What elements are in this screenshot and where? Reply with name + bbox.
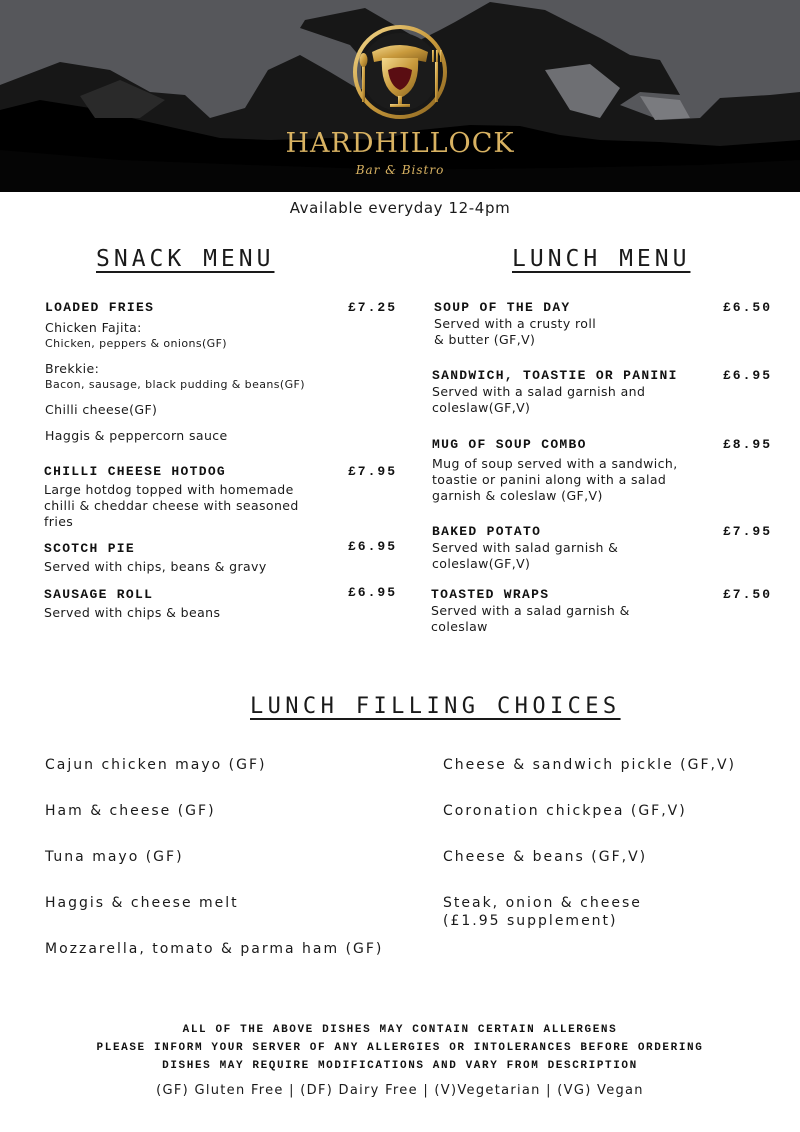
item-name: SANDWICH, TOASTIE OR PANINI xyxy=(432,368,678,383)
item-price: £6.95 xyxy=(347,585,397,600)
menu-item-sandwich-toastie-panini xyxy=(432,368,772,416)
option-label: Chicken Fajita: xyxy=(45,320,142,335)
filling-item-supplement: (£1.95 supplement) xyxy=(443,913,618,929)
item-name: BAKED POTATO xyxy=(432,524,542,539)
filling-item: Cheese & sandwich pickle (GF,V) xyxy=(443,757,736,773)
item-price: £7.95 xyxy=(347,464,397,479)
fillings-title: LUNCH FILLING CHOICES xyxy=(250,694,621,719)
filling-item: Tuna mayo (GF) xyxy=(45,849,184,865)
item-name: MUG OF SOUP COMBO xyxy=(432,437,587,452)
menu-item-chilli-cheese-hotdog xyxy=(44,464,397,530)
item-desc-line: Served with salad garnish & xyxy=(432,540,619,555)
item-desc: Served with chips & beans xyxy=(44,605,221,620)
item-name: SCOTCH PIE xyxy=(44,541,136,556)
option-brekkie xyxy=(45,361,397,393)
menu-item-toasted-wraps xyxy=(431,587,772,635)
filling-item: Mozzarella, tomato & parma ham (GF) xyxy=(45,941,384,957)
item-desc-line: Mug of soup served with a sandwich, xyxy=(432,456,678,471)
item-price: £7.95 xyxy=(722,524,772,539)
option-desc: Chicken, peppers & onions(GF) xyxy=(45,337,227,350)
filling-item: Steak, onion & cheese xyxy=(443,895,642,911)
filling-item: Cheese & beans (GF,V) xyxy=(443,849,648,865)
menu-item-sausage-roll xyxy=(44,587,397,621)
availability-text: Available everyday 12-4pm xyxy=(289,199,511,217)
item-desc-line: coleslaw(GF,V) xyxy=(432,556,531,571)
item-desc-line: coleslaw(GF,V) xyxy=(432,400,531,415)
item-desc-line: toastie or panini along with a salad xyxy=(432,472,667,487)
option-chilli-cheese: Chilli cheese(GF) xyxy=(45,402,158,417)
item-price: £8.95 xyxy=(722,437,772,452)
filling-item: Coronation chickpea (GF,V) xyxy=(443,803,687,819)
item-desc-line: Served with a salad garnish & xyxy=(431,603,630,618)
menu-item-soup-of-the-day xyxy=(434,300,772,348)
item-price: £6.95 xyxy=(347,539,397,554)
item-price: £7.25 xyxy=(347,300,397,315)
filling-item: Ham & cheese (GF) xyxy=(45,803,216,819)
item-desc: Served with chips, beans & gravy xyxy=(44,559,267,574)
header-banner xyxy=(0,0,800,192)
item-desc-line: Served with a crusty roll xyxy=(434,316,597,331)
item-price: £6.95 xyxy=(722,368,772,383)
filling-item: Cajun chicken mayo (GF) xyxy=(45,757,267,773)
item-desc-line: Served with a salad garnish and xyxy=(432,384,646,399)
menu-item-scotch-pie xyxy=(44,541,397,575)
item-name: TOASTED WRAPS xyxy=(431,587,550,602)
item-name: LOADED FRIES xyxy=(45,300,155,315)
filling-item: Haggis & cheese melt xyxy=(45,895,239,911)
logo-emblem xyxy=(355,27,445,117)
item-name: SOUP OF THE DAY xyxy=(434,300,571,315)
option-label: Brekkie: xyxy=(45,361,100,376)
menu-item-baked-potato xyxy=(432,524,772,572)
item-name: SAUSAGE ROLL xyxy=(44,587,154,602)
allergen-notice-line: ALL OF THE ABOVE DISHES MAY CONTAIN CERTAIN ALLERGENS xyxy=(182,1024,618,1036)
item-desc-line: garnish & coleslaw (GF,V) xyxy=(432,488,603,503)
option-chicken-fajita xyxy=(45,320,397,352)
item-desc: Large hotdog topped with homemade chilli & cheddar cheese with seasoned fries xyxy=(44,482,299,529)
item-desc-line: & butter (GF,V) xyxy=(434,332,536,347)
lunch-menu-title: LUNCH MENU xyxy=(512,246,691,272)
dietary-legend: (GF) Gluten Free | (DF) Dairy Free | (V)Vegetarian | (VG) Vegan xyxy=(156,1083,644,1098)
allergen-notice-line: PLEASE INFORM YOUR SERVER OF ANY ALLERGIES OR INTOLERANCES BEFORE ORDERING xyxy=(96,1042,704,1054)
menu-item-mug-of-soup-combo xyxy=(432,437,772,504)
item-desc-line: coleslaw xyxy=(431,619,488,634)
item-price: £6.50 xyxy=(722,300,772,315)
option-desc: Bacon, sausage, black pudding & beans(GF) xyxy=(45,378,305,391)
brand-subtitle: Bar & Bistro xyxy=(355,163,445,177)
menu-item-loaded-fries xyxy=(45,300,397,444)
brand-name: HARDHILLOCK xyxy=(285,128,515,159)
allergen-notice-line: DISHES MAY REQUIRE MODIFICATIONS AND VARY FROM DESCRIPTION xyxy=(162,1060,638,1072)
item-price: £7.50 xyxy=(722,587,772,602)
item-name: CHILLI CHEESE HOTDOG xyxy=(44,464,227,479)
option-haggis: Haggis & peppercorn sauce xyxy=(45,428,228,443)
snack-menu-title: SNACK MENU xyxy=(96,246,275,272)
